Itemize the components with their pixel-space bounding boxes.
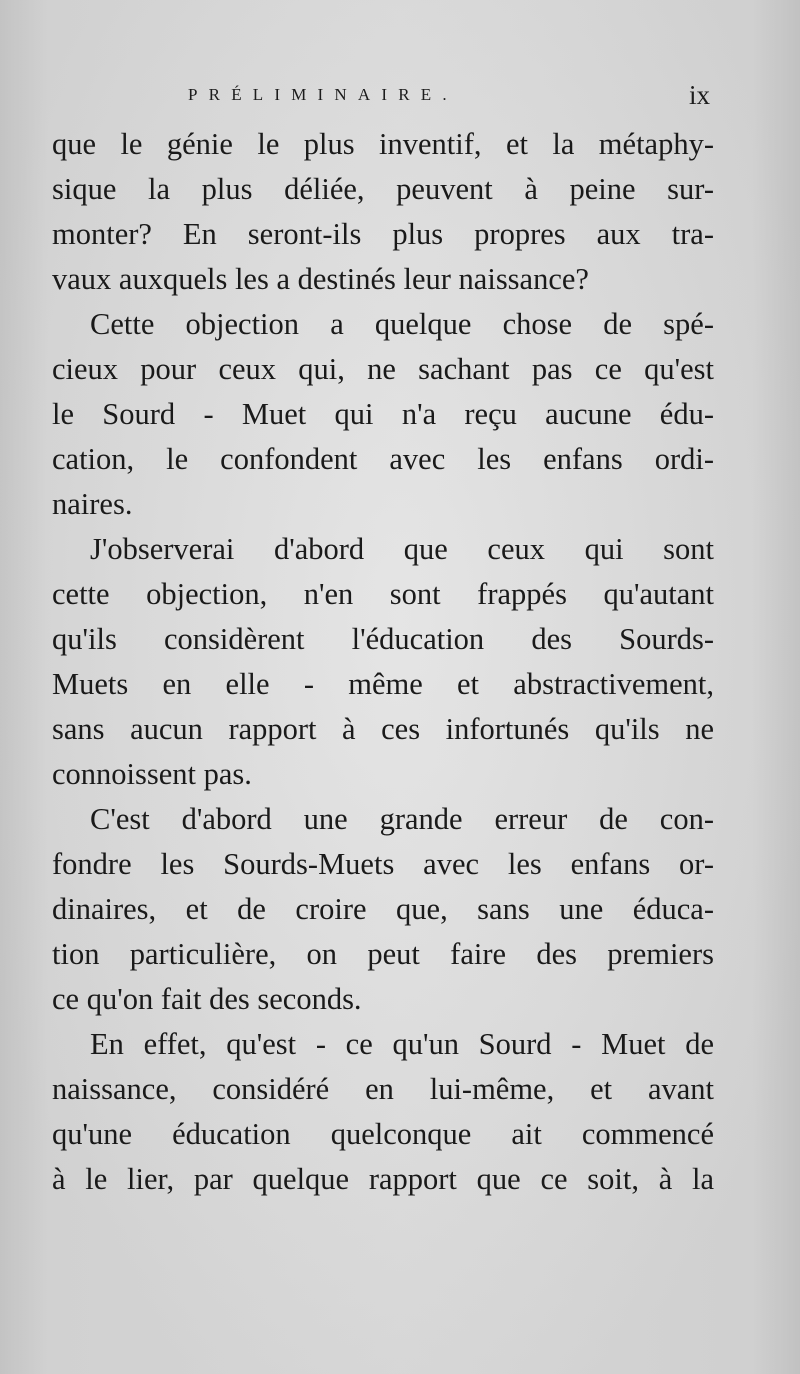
text-line: qu'ils considèrent l'éducation des Sourds- xyxy=(52,622,714,656)
text-line: ce qu'on fait des seconds. xyxy=(52,982,362,1016)
running-title: PRÉLIMINAIRE. xyxy=(188,85,458,104)
text-line: monter? En seront-ils plus propres aux tra- xyxy=(52,217,714,251)
text-line: vaux auxquels les a destinés leur naissance? xyxy=(52,262,589,296)
text-line: à le lier, par quelque rapport que ce soit, à la xyxy=(52,1162,714,1196)
text-line: fondre les Sourds-Muets avec les enfans or- xyxy=(52,847,714,881)
text-line: Muets en elle - même et abstractivement, xyxy=(52,667,714,701)
text-line: C'est d'abord une grande erreur de con- xyxy=(90,802,714,836)
paragraph xyxy=(52,527,714,797)
paragraph xyxy=(52,797,714,1022)
paragraph xyxy=(52,1022,714,1202)
text-line: tion particulière, on peut faire des premiers xyxy=(52,937,714,971)
text-line: naissance, considéré en lui-même, et avant xyxy=(52,1072,714,1106)
page-header xyxy=(0,78,800,112)
text-line: cette objection, n'en sont frappés qu'autant xyxy=(52,577,714,611)
text-line: qu'une éducation quelconque ait commencé xyxy=(52,1117,714,1151)
text-line: En effet, qu'est - ce qu'un Sourd - Muet de xyxy=(90,1027,714,1061)
text-line: cation, le confondent avec les enfans ordi- xyxy=(52,442,714,476)
paragraph xyxy=(52,122,714,302)
body-text xyxy=(52,122,714,1202)
text-line: que le génie le plus inventif, et la métaphy- xyxy=(52,127,714,161)
page-number: ix xyxy=(688,80,710,110)
text-line: naires. xyxy=(52,487,133,521)
text-line: Cette objection a quelque chose de spé- xyxy=(90,307,714,341)
text-line: cieux pour ceux qui, ne sachant pas ce qu'est xyxy=(52,352,714,386)
text-line: connoissent pas. xyxy=(52,757,252,791)
text-line: sans aucun rapport à ces infortunés qu'ils ne xyxy=(52,712,714,746)
text-line: sique la plus déliée, peuvent à peine sur- xyxy=(52,172,714,206)
text-line: J'observerai d'abord que ceux qui sont xyxy=(90,532,714,566)
text-line: dinaires, et de croire que, sans une éduca- xyxy=(52,892,714,926)
text-line: le Sourd - Muet qui n'a reçu aucune édu- xyxy=(52,397,714,431)
paragraph xyxy=(52,302,714,527)
